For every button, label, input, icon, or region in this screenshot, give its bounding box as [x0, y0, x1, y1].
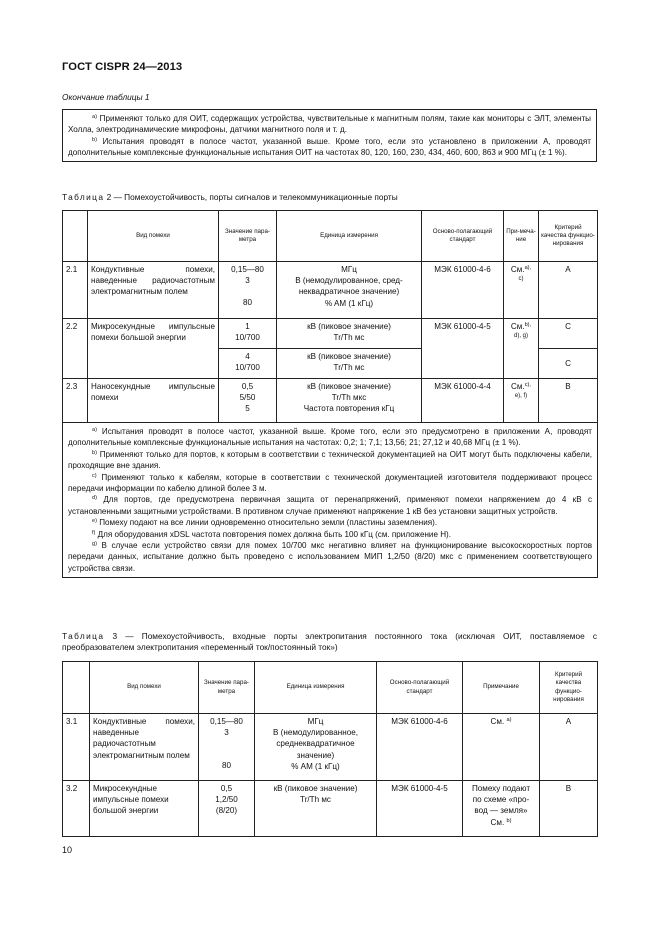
- row-standard: МЭК 61000-4-5: [422, 319, 504, 379]
- t3-header-value: Значение пара-метра: [199, 662, 255, 714]
- row-standard: МЭК 61000-4-5: [377, 781, 463, 837]
- table2-caption: Таблица 2 — Помехоустойчивость, порты сигналов и телекоммуникационные порты: [62, 192, 398, 202]
- table3: [62, 661, 598, 837]
- table2-note-a: $^{a)}$ Испытания проводят в полосе частот, указанной выше. Кроме того, если это предусмотрено в приложении А, проводят дополнительные комплексные функциональные испытания на частотах: 0,2; 1; 7,1; 13,56; 21; 27,12 и 40,68 МГц (± 1 %).: [68, 427, 592, 448]
- table-row: [63, 379, 598, 423]
- row-criterion: B: [540, 781, 598, 837]
- document-header: ГОСТ CISPR 24—2013: [62, 61, 183, 73]
- row-value: 0,5 1,2/50 (8/20): [199, 781, 255, 837]
- table2-notes: [63, 423, 598, 578]
- table2-note-e: $^{e)}$ Помеху подают на все линии одновременно относительно земли (пластины заземления).: [92, 518, 438, 528]
- row-criterion: A: [539, 262, 598, 319]
- table1-note-a: $^{a)}$ Применяют только для ОИТ, содержащих устройства, чувствительные к магнитным полям, такие как мониторы с ЭЛТ, элементы Холла, электродинамические микрофоны, датчики магнитного поля и т. д.: [68, 114, 591, 135]
- row-unit: кВ (пиковое значение) Tr/Th мс: [277, 319, 422, 349]
- row-value: 4 10/700: [219, 349, 277, 379]
- row-number: 2.3: [63, 379, 88, 423]
- row-criterion: C: [539, 349, 598, 379]
- row-criterion: A: [540, 714, 598, 781]
- row-value: 0,15—80 3 80: [219, 262, 277, 319]
- row-kind: Кондуктивные помехи, наведенные радиочастотным электромагнитным полем: [90, 714, 199, 781]
- t2-header-note: При-меча-ние: [504, 211, 539, 262]
- row-kind: Микросекундные импульсные помехи большой энергии: [88, 319, 219, 379]
- row-value: 0,5 5/50 5: [219, 379, 277, 423]
- t3-header-standard: Осново-полагающий стандарт: [377, 662, 463, 714]
- row-note: См.$^{b),}$ d), g): [504, 319, 539, 379]
- t3-header-num: [63, 662, 90, 714]
- row-kind: Наносекундные импульсные помехи: [88, 379, 219, 423]
- t2-header-value: Значение пара-метра: [219, 211, 277, 262]
- row-note: Помеху подают по схеме «про- вод — земля» См. $^{b)}$: [463, 781, 540, 837]
- t3-header-kind: Вид помехи: [90, 662, 199, 714]
- table2-note-f: $^{f)}$ Для оборудования xDSL частота повторения помех должна быть 100 кГц (см. приложение Н).: [92, 529, 451, 539]
- table2-notes-row: [63, 423, 598, 578]
- row-unit: кВ (пиковое значение) Tr/Th мс: [255, 781, 377, 837]
- t2-header-standard: Осново-полагающий стандарт: [422, 211, 504, 262]
- table-row: [63, 714, 598, 781]
- table1-note-b: $^{b)}$ Испытания проводят в полосе частот, указанной выше. Кроме того, если это установлено в приложении А, проводят дополнительные комплексные функциональные испытания ОИТ на частотах 80, 120, 160, 230, 434, 460, 600, 863 и 900 МГц (± 1 %).: [68, 136, 591, 158]
- row-number: 3.2: [63, 781, 90, 837]
- row-standard: МЭК 61000-4-4: [422, 379, 504, 423]
- row-unit: МГц В (немодулированное, сред- неквадратичное значение) % AM (1 кГц): [277, 262, 422, 319]
- t3-header-unit: Единица измерения: [255, 662, 377, 714]
- row-number: 3.1: [63, 714, 90, 781]
- t3-header-criterion: Критерий качества функцио-нирования: [540, 662, 598, 714]
- t2-header-criterion: Критерий качества функцио-нирования: [539, 211, 598, 262]
- t3-header-note: Примечание: [463, 662, 540, 714]
- row-value: 0,15—80 3 80: [199, 714, 255, 781]
- row-unit: кВ (пиковое значение) Tr/Th мкс Частота повторения кГц: [277, 379, 422, 423]
- table2: [62, 210, 598, 578]
- row-kind: Кондуктивные помехи, наведенные радиочастотным электромагнитным полем: [88, 262, 219, 319]
- table-row: [63, 262, 598, 319]
- row-criterion: B: [539, 379, 598, 423]
- t2-header-unit: Единица измерения: [277, 211, 422, 262]
- t2-header-num: [63, 211, 88, 262]
- table2-note-d: $^{d)}$ Для портов, где предусмотрена первичная защита от перенапряжений, применяют помехи напряжением до 4 кВ с установленными защитными устройствами. В противном случае применяют напряжение 1 кВ без установки защитных устройств.: [68, 495, 592, 516]
- table-row: [63, 781, 598, 837]
- row-kind: Микросекундные импульсные помехи большой энергии: [90, 781, 199, 837]
- row-number: 2.1: [63, 262, 88, 319]
- row-unit: кВ (пиковое значение) Tr/Th мс: [277, 349, 422, 379]
- table-row: [63, 319, 598, 349]
- table2-note-c: $^{c)}$ Применяют только к кабелям, которые в соответствии с технической документацией изготовителя поддерживают процесс передачи информации по кабелю длиной более 3 м.: [68, 472, 592, 494]
- continuation-label: Окончание таблицы 1: [62, 92, 150, 102]
- table3-caption: Таблица 3 — Помехоустойчивость, входные порты электропитания постоянного тока (исключая ОИТ, поставляемое с преобразователем электропитания «переменный ток/постоянный ток»): [62, 631, 597, 652]
- table1-notes: [62, 109, 597, 162]
- page-number: 10: [62, 845, 73, 855]
- row-note: См. $^{a)}$: [463, 714, 540, 781]
- table1-notes-cell: [63, 110, 597, 162]
- table2-note-b: $^{b)}$ Применяют только для портов, к которым в соответствии с технической документацией на ОИТ могут быть подключены кабели, проходящие вне здания.: [68, 449, 592, 471]
- table2-note-g: $^{g)}$ В случае если устройство связи для помех 10/700 мкс негативно влияет на функционирование высокоскоростных портов передачи данных, испытание должно быть проведено с использованием МИП 1,2/50 (8/20) мкс с применением соответствующего устройства связи.: [68, 541, 592, 573]
- t2-header-kind: Вид помехи: [88, 211, 219, 262]
- row-criterion: C: [539, 319, 598, 349]
- row-note: См.$^{a),}$ c): [504, 262, 539, 319]
- row-value: 1 10/700: [219, 319, 277, 349]
- row-number: 2.2: [63, 319, 88, 379]
- row-unit: МГц В (немодулированное, среднеквадратичное значение) % АМ (1 кГц): [255, 714, 377, 781]
- row-standard: МЭК 61000-4-6: [377, 714, 463, 781]
- row-note: См.$^{c),}$ e), f): [504, 379, 539, 423]
- row-standard: МЭК 61000-4-6: [422, 262, 504, 319]
